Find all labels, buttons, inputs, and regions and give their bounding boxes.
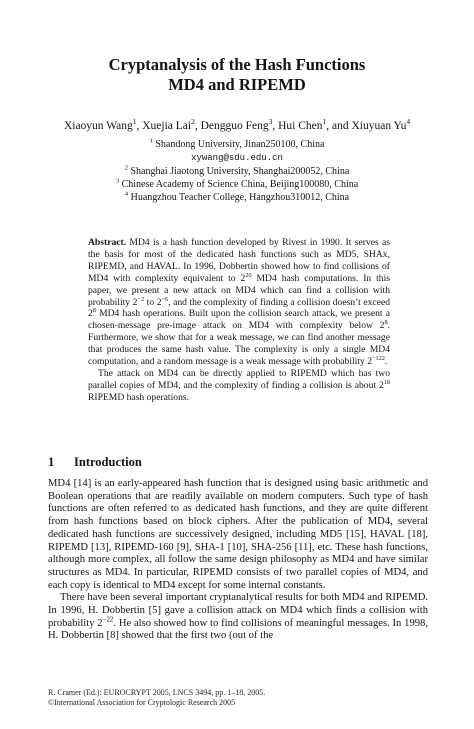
affiliation-line — [0, 165, 474, 178]
affiliation-line — [0, 178, 474, 191]
author-separator: , — [194, 120, 201, 132]
affiliation-text: Shanghai Jiaotong University, Shanghai200052, China — [130, 166, 350, 177]
affiliation-line — [0, 151, 474, 165]
author-affiliation-mark: 2 — [191, 117, 195, 127]
section-title: Introduction — [74, 455, 142, 469]
author-separator: , — [272, 120, 279, 132]
affiliation-mark: 3 — [115, 177, 120, 185]
affiliation-mark: 2 — [124, 164, 128, 172]
abstract — [88, 237, 390, 404]
title-line-2: MD4 and RIPEMD — [168, 75, 306, 94]
author-affiliation-mark: 3 — [268, 117, 273, 127]
author-separator: , — [136, 120, 143, 132]
author-name: Dengguo Feng — [200, 120, 269, 132]
footer-copyright: ©International Association for Cryptologic Research 2005 — [48, 698, 236, 707]
author-name: Xiaoyun Wang — [63, 120, 133, 132]
abstract-paragraph-2: The attack on MD4 can be directly applied to RIPEMD which has two parallel copies of MD4, and the complexity of finding a collision is about $2^{18}$ RIPEMD hash operations. — [88, 367, 390, 403]
affiliation-text: Shandong University, Jinan250100, China — [155, 139, 325, 150]
title-line-1: Cryptanalysis of the Hash Functions — [108, 55, 366, 74]
affiliation-mark: 1 — [149, 137, 153, 145]
affiliation-email: xywang@sdu.edu.cn — [191, 153, 283, 163]
author-affiliation-mark: 4 — [406, 117, 411, 127]
paper-title — [0, 55, 474, 95]
author-affiliation-mark: 1 — [132, 117, 137, 127]
abstract-paragraph-1 — [88, 237, 390, 368]
affiliation-line — [0, 138, 474, 151]
author-list — [0, 117, 474, 132]
author-name: Xiuyuan Yu — [351, 120, 407, 132]
page-footer — [48, 688, 428, 708]
footer-citation: R. Cramer (Ed.): EUROCRYPT 2005, LNCS 3494, pp. 1–18, 2005. — [48, 688, 266, 697]
body-paragraph-2: There have been several important cryptanalytical results for both MD4 and RIPEMD. In 1996, H. Dobbertin [5] gave a collision attack on MD4 which finds a collision with probability $2^{-22}$. He also showed how to find collisions of meaningful messages. In 1998, H. Dobbertin [8] showed that the first two (out of the — [48, 592, 428, 642]
affiliation-text: Huangzhou Teacher College, Hangzhou310012, China — [130, 192, 350, 203]
affiliation-text: Chinese Academy of Science China, Beijing100080, China — [121, 179, 359, 190]
author-name: Hui Chen — [278, 120, 323, 132]
affiliation-line — [0, 191, 474, 204]
section-heading — [48, 455, 428, 470]
abstract-text-1: MD4 is a hash function developed by Rivest in 1990. It serves as the basis for most of the dedicated hash functions such as MD5, SHAx, RIPEMD, and HAVAL. In 1996, Dobbertin showed how to find collisions of MD4 with complexity equivalent to $2^{20}$ MD4 hash computations. In this paper, we present a new attack on MD4 which can find a collision with probability $2^{-2}$ to $2^{-6}$, and the complexity of finding a collision doesn’t exceed $2^8$ MD4 hash operations. Built upon the collision search attack, we present a chosen-message pre-image attack on MD4 with complexity below $2^8$. Furthermore, we show that for a weak message, we can find another message that produces the same hash value. The complexity is only a single MD4 computation, and a random message is a weak message with probability $2^{-122}$. — [88, 237, 391, 368]
author-separator: , and — [326, 120, 352, 132]
body-paragraph-1: MD4 [14] is an early-appeared hash function that is designed using basic arithmetic and Boolean operations that are readily available on modern computers. Such type of hash functions are often referred to as dedicated hash functions, and they are quite different from hash functions based on block ciphers. After the publication of MD4, several dedicated hash functions are successively designed, including MD5 [15], HAVAL [18], RIPEMD [13], RIPEMD-160 [9], SHA-1 [10], SHA-256 [11], etc. These hash functions, although more complex, all follow the same design philosophy as MD4 and have similar structures as MD4. In particular, RIPEMD consists of two parallel copies of MD4, and each copy is identical to MD4 except for some internal constants. — [48, 478, 428, 591]
affiliation-list — [0, 138, 474, 204]
author-affiliation-mark: 1 — [322, 117, 327, 127]
affiliation-mark: 4 — [124, 190, 129, 198]
section-number: 1 — [48, 455, 55, 469]
author-name: Xuejia Lai — [142, 120, 192, 132]
abstract-label: Abstract. — [88, 237, 127, 248]
body-text — [48, 478, 428, 643]
